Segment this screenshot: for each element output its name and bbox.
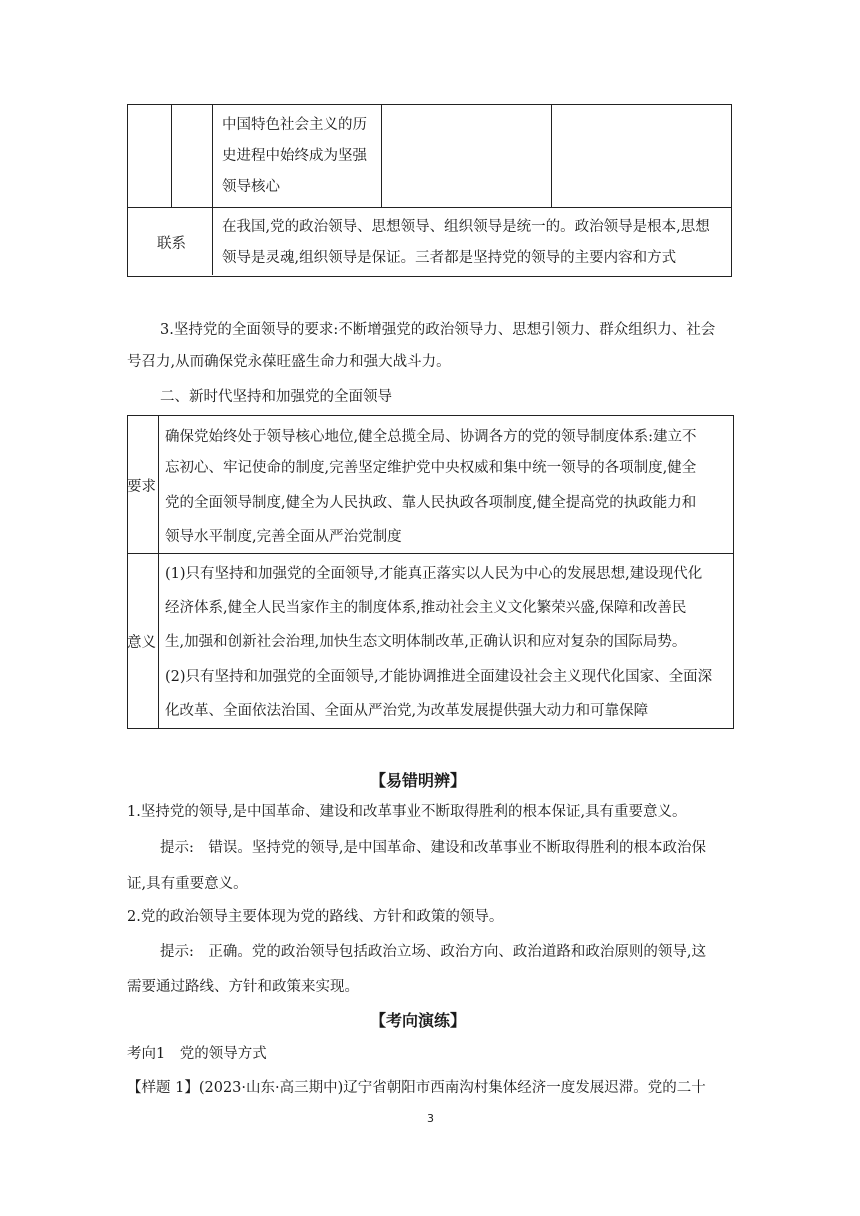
table-cell-text: 领导核心 <box>222 179 280 195</box>
table-cell-text: 党的全面领导制度,健全为人民执政、靠人民执政各项制度,健全提高党的执政能力和 <box>165 495 697 511</box>
table-cell-text: 中国特色社会主义的历 <box>222 117 367 133</box>
table-cell-text: 领导是灵魂,组织领导是保证。三者都是坚持党的领导的主要内容和方式 <box>222 250 677 266</box>
practice-line: 考向1 党的领导方式 <box>127 1046 267 1062</box>
row-label-yiyi: 意义 <box>127 635 156 651</box>
heading-practice: 【考向演练】 <box>370 1011 467 1030</box>
table-cell-text: 经济体系,健全人民当家作主的制度体系,推动社会主义文化繁荣兴盛,保障和改善民 <box>165 600 687 616</box>
table-continuation <box>127 104 731 276</box>
table-cell-text: 史进程中始终成为坚强 <box>222 148 367 164</box>
table-cell-text: 生,加强和创新社会治理,加快生态文明体制改革,正确认识和应对复杂的国际局势。 <box>165 634 687 650</box>
mistake-line: 提示: 正确。党的政治领导包括政治立场、政治方向、政治道路和政治原则的领导,这 <box>160 944 706 960</box>
paragraph-line: 号召力,从而确保党永葆旺盛生命力和强大战斗力。 <box>127 354 451 370</box>
table-cell-text: 确保党始终处于领导核心地位,健全总揽全局、协调各方的党的领导制度体系:建立不 <box>165 429 697 445</box>
mistake-line: 提示: 错误。坚持党的领导,是中国革命、建设和改革事业不断取得胜利的根本政治保 <box>160 840 706 856</box>
practice-line: 【样题 1】(2023·山东·高三期中)辽宁省朝阳市西南沟村集体经济一度发展迟滞。党的二十 <box>127 1080 706 1096</box>
section-title: 二、新时代坚持和加强党的全面领导 <box>160 389 392 405</box>
table-cell-text: 领导水平制度,完善全面从严治党制度 <box>165 529 402 545</box>
page-number: 3 <box>427 1112 434 1125</box>
mistake-line: 需要通过路线、方针和政策来实现。 <box>127 979 359 995</box>
paragraph-line: 3.坚持党的全面领导的要求:不断增强党的政治领导力、思想引领力、群众组织力、社会 <box>160 322 716 338</box>
row-label-yaoqiu: 要求 <box>127 479 156 495</box>
row-label-lianxi: 联系 <box>157 236 186 252</box>
table-cell-text: 忘初心、牢记使命的制度,完善坚定维护党中央权威和集中统一领导的各项制度,健全 <box>165 460 697 476</box>
mistake-line: 证,具有重要意义。 <box>127 876 248 892</box>
table-cell-text: (1)只有坚持和加强党的全面领导,才能真正落实以人民为中心的发展思想,建设现代化 <box>165 566 703 582</box>
table-cell-text: 在我国,党的政治领导、思想领导、组织领导是统一的。政治领导是根本,思想 <box>222 219 710 235</box>
mistake-line: 1.坚持党的领导,是中国革命、建设和改革事业不断取得胜利的根本保证,具有重要意义。 <box>127 804 687 820</box>
mistake-line: 2.党的政治领导主要体现为党的路线、方针和政策的领导。 <box>127 909 504 925</box>
table-cell-text: (2)只有坚持和加强党的全面领导,才能协调推进全面建设社会主义现代化国家、全面深 <box>165 669 713 685</box>
requirements-table <box>127 415 733 728</box>
heading-mistakes: 【易错明辨】 <box>370 771 467 790</box>
table-cell-text: 化改革、全面依法治国、全面从严治党,为改革发展提供强大动力和可靠保障 <box>165 703 649 719</box>
